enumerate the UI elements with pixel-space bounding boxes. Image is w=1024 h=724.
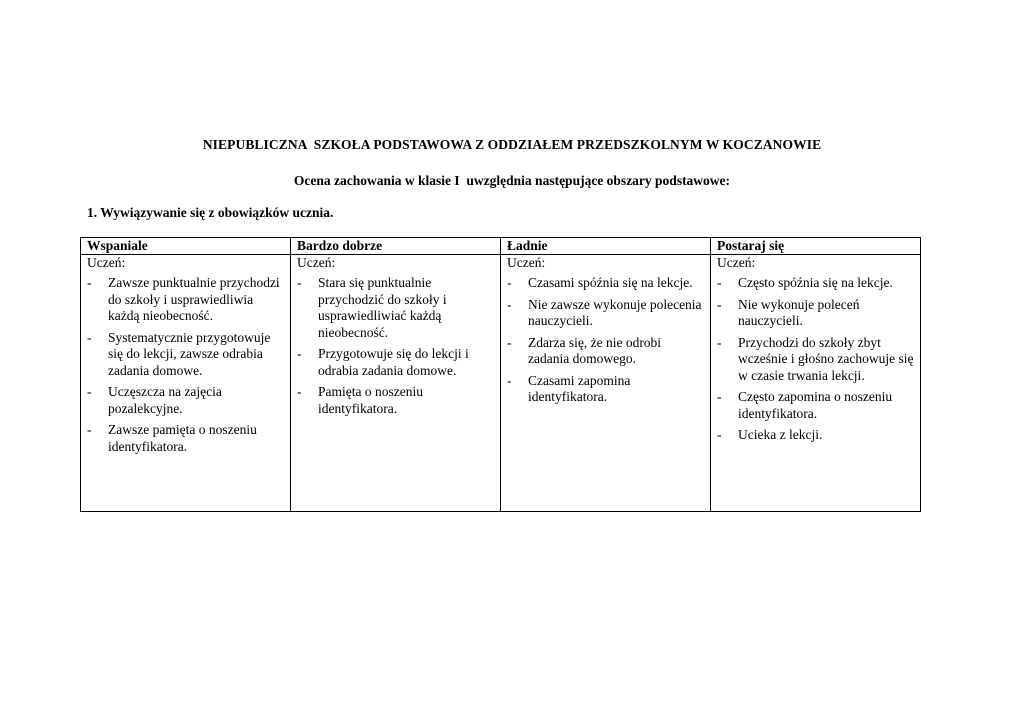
list-item	[87, 275, 284, 325]
bullet-dash: -	[507, 275, 512, 290]
behavior-criteria-table	[80, 237, 921, 512]
list-item-text: Ucieka z lekcji.	[738, 427, 823, 442]
bullet-dash: -	[717, 275, 722, 290]
list-item-text: Uczęszcza na zajęcia pozalekcyjne.	[108, 384, 222, 416]
bullet-dash: -	[717, 389, 722, 404]
column-header: Ładnie	[501, 238, 711, 255]
section-heading: 1. Wywiązywanie się z obowiązków ucznia.	[87, 205, 334, 220]
bullet-dash: -	[507, 296, 512, 312]
cell-intro: Uczeń:	[507, 255, 546, 270]
cell-intro: Uczeń:	[717, 255, 756, 270]
list-item-text: Pamięta o noszeniu identyfikatora.	[318, 384, 423, 416]
document-subtitle: Ocena zachowania w klasie I uwzględnia następujące obszary podstawowe:	[293, 173, 731, 188]
criteria-cell	[711, 255, 921, 512]
bullet-dash: -	[297, 384, 302, 399]
list-item-text: Przygotowuje się do lekcji i odrabia zadania domowe.	[318, 346, 469, 378]
list-item	[507, 297, 704, 330]
list-item-text: Nie wykonuje poleceń nauczycieli.	[738, 296, 860, 328]
list-item-text: Czasami zapomina identyfikatora.	[528, 372, 631, 404]
list-item	[297, 275, 494, 341]
list-item-text: Zawsze pamięta o noszeniu identyfikatora.	[108, 422, 257, 454]
list-item	[507, 275, 704, 292]
bullet-dash: -	[507, 372, 512, 388]
list-item-text: Systematycznie przygotowuje się do lekcji, zawsze odrabia zadania domowe.	[108, 329, 271, 378]
list-item	[507, 373, 704, 406]
bullet-dash: -	[87, 384, 92, 399]
list-item-text: Nie zawsze wykonuje polecenia nauczycieli.	[528, 296, 702, 328]
criteria-list	[87, 275, 284, 455]
column-header: Wspaniale	[81, 238, 291, 255]
table-row	[81, 255, 921, 512]
bullet-dash: -	[717, 296, 722, 312]
list-item	[717, 297, 914, 330]
bullet-dash: -	[87, 275, 92, 290]
list-item-text: Często spóźnia się na lekcje.	[738, 275, 893, 290]
cell-intro: Uczeń:	[297, 255, 336, 270]
list-item	[87, 422, 284, 455]
bullet-dash: -	[717, 334, 722, 350]
list-item	[717, 389, 914, 422]
list-item	[717, 275, 914, 292]
list-item	[297, 384, 494, 417]
column-header: Bardzo dobrze	[291, 238, 501, 255]
column-header: Postaraj się	[711, 238, 921, 255]
bullet-dash: -	[87, 422, 92, 437]
criteria-list	[507, 275, 704, 406]
list-item	[507, 335, 704, 368]
bullet-dash: -	[297, 346, 302, 361]
criteria-cell	[81, 255, 291, 512]
list-item-text: Zdarza się, że nie odrobi zadania domowego.	[528, 334, 662, 366]
criteria-list	[297, 275, 494, 417]
list-item	[717, 427, 914, 444]
criteria-list	[717, 275, 914, 444]
list-item-text: Stara się punktualnie przychodzić do szkoły i usprawiedliwiać każdą nieobecność.	[318, 275, 447, 340]
criteria-cell	[501, 255, 711, 512]
bullet-dash: -	[87, 329, 92, 345]
list-item-text: Często zapomina o noszeniu identyfikatora.	[738, 389, 893, 421]
school-title: NIEPUBLICZNA SZKOŁA PODSTAWOWA Z ODDZIAŁEM PRZEDSZKOLNYM W KOCZANOWIE	[202, 137, 822, 152]
list-item	[297, 346, 494, 379]
list-item-text: Przychodzi do szkoły zbyt wcześnie i głośno zachowuje się w czasie trwania lekcji.	[738, 334, 914, 383]
criteria-cell	[291, 255, 501, 512]
list-item	[717, 335, 914, 385]
list-item	[87, 384, 284, 417]
bullet-dash: -	[717, 427, 722, 442]
table-header-row	[81, 238, 921, 255]
bullet-dash: -	[507, 334, 512, 350]
bullet-dash: -	[297, 275, 302, 290]
list-item-text: Zawsze punktualnie przychodzi do szkoły i usprawiedliwia każdą nieobecność.	[108, 275, 280, 323]
list-item	[87, 330, 284, 380]
list-item-text: Czasami spóźnia się na lekcje.	[528, 275, 693, 290]
cell-intro: Uczeń:	[87, 255, 126, 270]
